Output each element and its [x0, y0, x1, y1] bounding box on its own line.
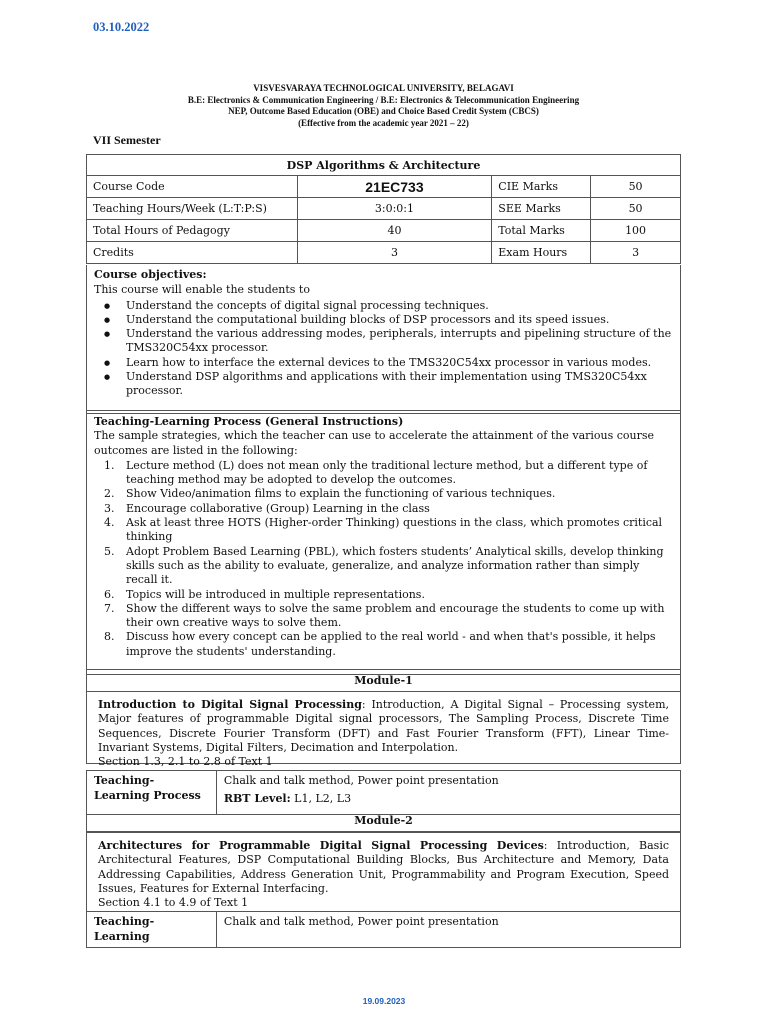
module-1-content	[86, 691, 681, 769]
table-row	[87, 242, 681, 264]
module-1-tlp-label: Teaching-Learning Process	[87, 771, 217, 815]
document-date-top: 03.10.2022	[93, 20, 150, 34]
module-2-title: Architectures for Programmable Digital Signal Processing Devices	[98, 839, 544, 852]
credits-label: Credits	[87, 242, 298, 264]
exam-hours-label: Exam Hours	[492, 242, 591, 264]
list-item: 4. Ask at least three HOTS (Higher-order Thinking) questions in the class, which promotes critical thinking	[104, 516, 663, 544]
module-1-section: Section 1.3, 2.1 to 2.8 of Text 1	[98, 755, 273, 769]
list-item: 8. Discuss how every concept can be applied to the real world - and when that's possible, it helps improve the students' understanding.	[104, 630, 656, 658]
university-header	[86, 83, 681, 129]
course-code-value: 21EC733	[297, 176, 492, 198]
table-row	[87, 198, 681, 220]
course-info-table	[86, 154, 681, 264]
list-item: ● Understand the concepts of digital signal processing techniques.	[126, 299, 673, 313]
teaching-hours-label: Teaching Hours/Week (L:T:P:S)	[87, 198, 298, 220]
course-title: DSP Algorithms & Architecture	[87, 155, 681, 176]
module-1-topics: : Introduction, A Digital Signal – Processing system, Major features of programmable Digital signal processors, The Sampling Process, Discrete Time Sequences, Discrete Fourier Transform (DFT) and Fast Fourier Transform (FFT), Linear Time-Invariant Systems, Digital Filters, Decimation and Interpolation.	[98, 698, 669, 754]
tlp-heading: Teaching-Learning Process (General Instructions)	[94, 415, 404, 428]
table-row	[87, 176, 681, 198]
teaching-hours-value: 3:0:0:1	[297, 198, 492, 220]
module-2-content	[86, 832, 681, 912]
list-item: 1. Lecture method (L) does not mean only the traditional lecture method, but a different type of teaching method may be adopted to develop the outcomes.	[104, 458, 648, 487]
total-marks-value: 100	[591, 220, 681, 242]
objectives-heading: Course objectives:	[94, 268, 207, 281]
list-item: ● Learn how to interface the external devices to the TMS320C54xx processor in various modes.	[126, 356, 673, 370]
module-1-tlp-method: Chalk and talk method, Power point presentation	[223, 774, 499, 787]
cie-marks-label: CIE Marks	[492, 176, 591, 198]
table-row	[87, 912, 681, 948]
header-university: VISVESVARAYA TECHNOLOGICAL UNIVERSITY, BELAGAVI	[253, 83, 514, 93]
course-objectives-section	[86, 265, 681, 414]
list-item: 2. Show Video/animation films to explain the functioning of various techniques.	[104, 487, 556, 501]
module-1-heading: Module-1	[86, 669, 681, 692]
course-code-label: Course Code	[87, 176, 298, 198]
list-item: 7. Show the different ways to solve the same problem and encourage the students to come up with their own creative ways to solve them.	[104, 601, 665, 630]
tlp-intro: The sample strategies, which the teacher can use to accelerate the attainment of the various course outcomes are listed in the following:	[94, 429, 655, 457]
list-item: ● Understand DSP algorithms and applications with their implementation using TMS320C54xx processor.	[126, 370, 673, 399]
module-2-topics: : Introduction, Basic Architectural Features, DSP Computational Building Blocks, Bus Architecture and Memory, Data Addressing Capabilities, Address Generation Unit, Programmability and Program Execution, Speed Issues, Features for External Interfacing.	[98, 839, 670, 895]
module-1-rbt-level: RBT Level: L1, L2, L3	[223, 791, 352, 805]
total-hours-value: 40	[297, 220, 492, 242]
list-item: 5. Adopt Problem Based Learning (PBL), which fosters students’ Analytical skills, develop thinking skills such as the ability to evaluate, generalize, and analyze information rather than simply recall it.	[104, 544, 664, 587]
cie-marks-value: 50	[591, 176, 681, 198]
credits-value: 3	[297, 242, 492, 264]
total-hours-label: Total Hours of Pedagogy	[87, 220, 298, 242]
module-2-section: Section 4.1 to 4.9 of Text 1	[98, 896, 249, 910]
objectives-list	[94, 299, 673, 399]
header-effective: (Effective from the academic year 2021 – 22)	[298, 117, 469, 128]
teaching-learning-section	[86, 410, 681, 675]
semester-label: VII Semester	[93, 133, 161, 147]
module-2-tlp-table	[86, 911, 681, 948]
list-item: 3. Encourage collaborative (Group) Learning in the class	[104, 501, 430, 515]
objectives-intro: This course will enable the students to	[94, 283, 310, 297]
header-scheme: NEP, Outcome Based Education (OBE) and Choice Based Credit System (CBCS)	[228, 106, 539, 116]
module-2-tlp-method: Chalk and talk method, Power point presentation	[216, 912, 680, 948]
table-row	[87, 220, 681, 242]
module-1-tlp-table	[86, 770, 681, 815]
table-row	[87, 771, 681, 815]
list-item: ● Understand the computational building blocks of DSP processors and its speed issues.	[126, 313, 673, 327]
header-programme: B.E: Electronics & Communication Engineering / B.E: Electronics & Telecommunication Engineering	[187, 94, 580, 105]
exam-hours-value: 3	[591, 242, 681, 264]
list-item: ● Understand the various addressing modes, peripherals, interrupts and pipelining structure of the TMS320C54xx processor.	[126, 327, 673, 356]
total-marks-label: Total Marks	[492, 220, 591, 242]
document-date-bottom: 19.09.2023	[362, 996, 406, 1006]
list-item: 6. Topics will be introduced in multiple representations.	[104, 587, 425, 601]
module-1-title: Introduction to Digital Signal Processing	[98, 698, 362, 711]
see-marks-value: 50	[591, 198, 681, 220]
module-2-tlp-label: Teaching-Learning	[87, 912, 217, 948]
tlp-list	[94, 459, 673, 659]
module-2-heading: Module-2	[86, 810, 681, 832]
see-marks-label: SEE Marks	[492, 198, 591, 220]
